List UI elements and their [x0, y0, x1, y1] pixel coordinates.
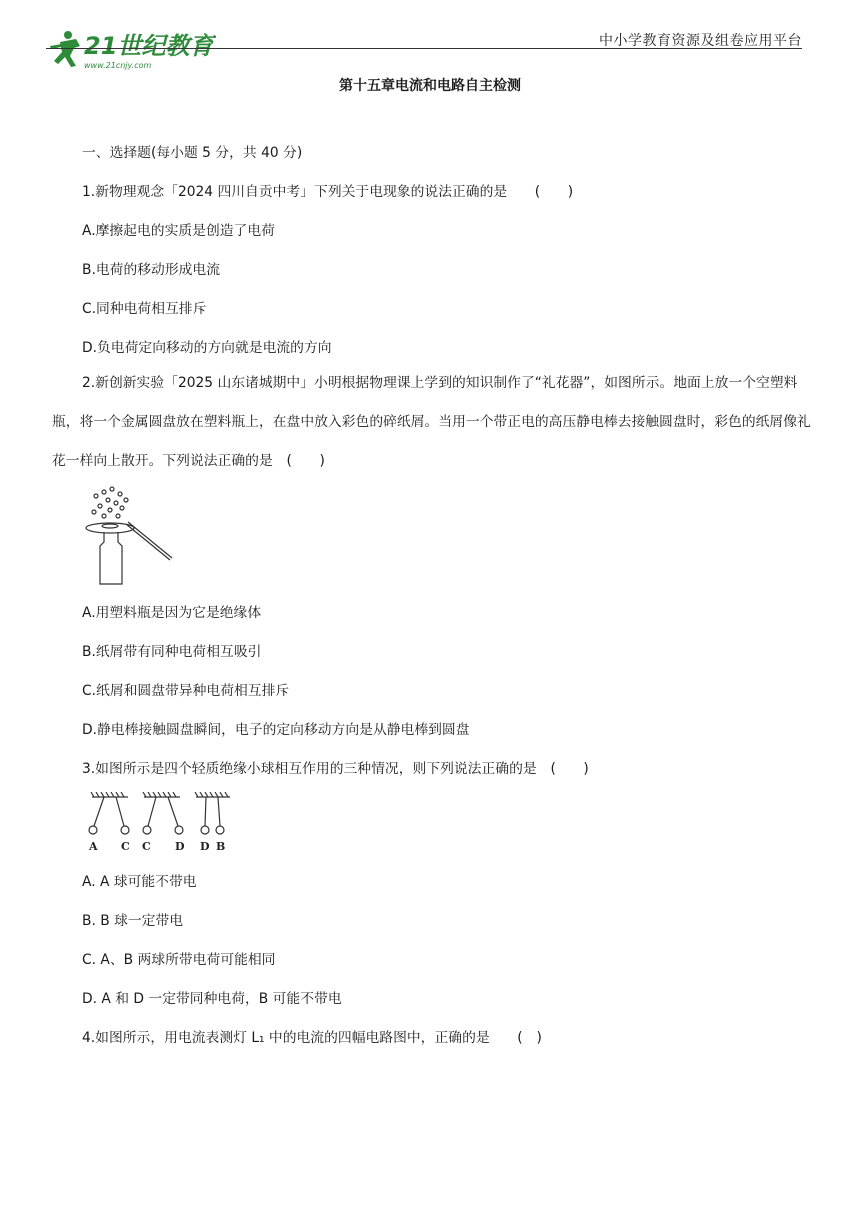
logo-url: www.21cnjy.com — [84, 61, 152, 70]
confetti-device-figure — [82, 486, 182, 588]
question-4-stem: 4.如图所示，用电流表测灯 L₁ 中的电流的四幅电路图中，正确的是 ( ) — [82, 1030, 542, 1046]
logo-number: 21世纪教育 — [84, 32, 214, 60]
q3-option-d: D. A 和 D 一定带同种电荷，B 可能不带电 — [82, 991, 342, 1007]
question-1-stem: 1.新物理观念「2024 四川自贡中考」下列关于电现象的说法正确的是 ( ) — [82, 184, 574, 200]
ball-label: C — [121, 840, 130, 853]
q2-option-b: B.纸屑带有同种电荷相互吸引 — [82, 644, 262, 660]
q3-option-c: C. A、B 两球所带电荷可能相同 — [82, 952, 276, 968]
site-logo — [46, 26, 216, 72]
hanging-balls-figure — [84, 792, 234, 856]
ball-label: B — [216, 840, 226, 853]
document-title: 第十五章电流和电路自主检测 — [339, 78, 521, 94]
question-3-stem: 3.如图所示是四个轻质绝缘小球相互作用的三种情况，则下列说法正确的是 ( ) — [82, 761, 589, 777]
q1-option-b: B.电荷的移动形成电流 — [82, 262, 221, 278]
ball-label: C — [142, 840, 151, 853]
q1-option-a: A.摩擦起电的实质是创造了电荷 — [82, 223, 275, 239]
q3-option-a: A. A 球可能不带电 — [82, 874, 197, 890]
q1-option-d: D.负电荷定向移动的方向就是电流的方向 — [82, 340, 332, 356]
question-2-stem: 2.新创新实验「2025 山东诸城期中」小明根据物理课上学到的知识制作了“礼花器”，如图所示。地面上放一个空塑料瓶，将一个金属圆盘放在塑料瓶上，在盘中放入彩色的碎纸屑。当用一个带正电的高压静电棒去接触圆盘时，彩色的纸屑像礼花一样向上散开。下列说法正确的是 ( ) — [52, 375, 811, 469]
ball-label: D — [200, 840, 210, 853]
runner-icon — [50, 31, 80, 67]
ball-label: D — [175, 840, 185, 853]
q2-option-c: C.纸屑和圆盘带异种电荷相互排斥 — [82, 683, 290, 699]
q1-option-c: C.同种电荷相互排斥 — [82, 301, 207, 317]
q2-option-d: D.静电棒接触圆盘瞬间，电子的定向移动方向是从静电棒到圆盘 — [82, 722, 470, 738]
platform-name: 中小学教育资源及组卷应用平台 — [599, 34, 802, 49]
q2-option-a: A.用塑料瓶是因为它是绝缘体 — [82, 605, 262, 621]
ball-label: A — [89, 840, 98, 853]
section-heading: 一、选择题(每小题 5 分，共 40 分) — [82, 145, 303, 161]
q3-option-b: B. B 球一定带电 — [82, 913, 184, 929]
